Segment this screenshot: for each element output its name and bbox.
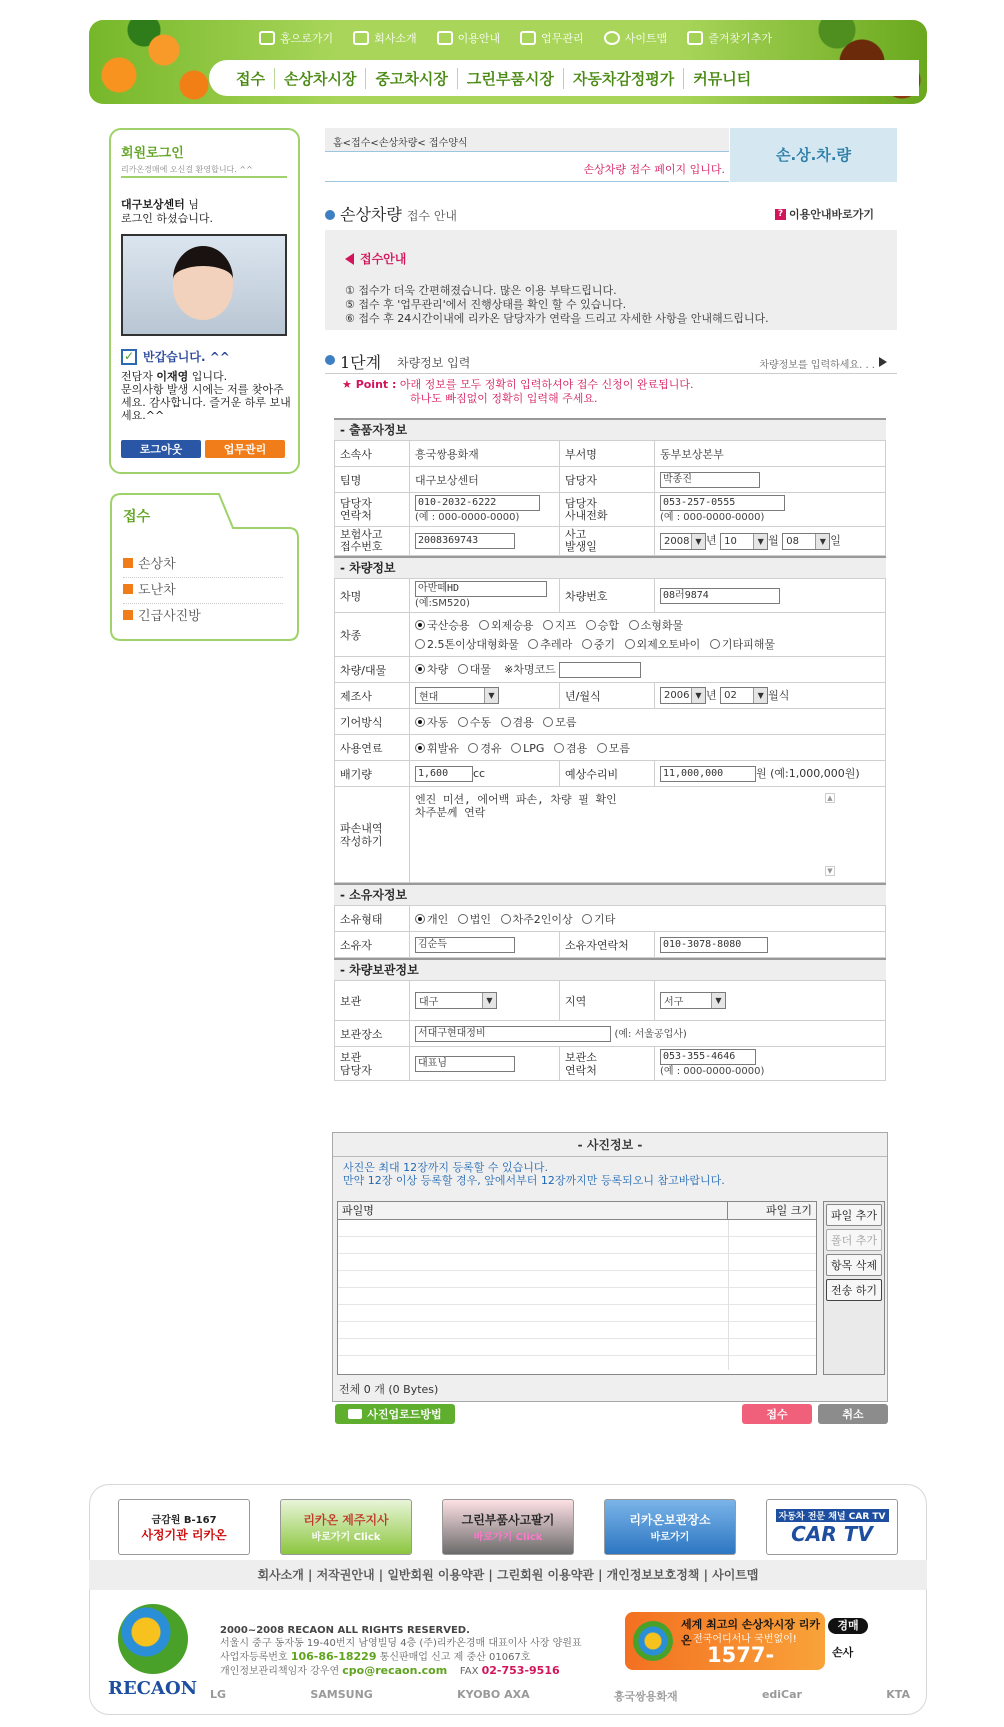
manager-photo	[121, 234, 287, 336]
photo-uploader	[332, 1132, 888, 1402]
type-radio[interactable]: 중기	[582, 638, 615, 651]
notice-line: ⑤ 접수 후 '업무관리'에서 진행상태를 확인 할 수 있습니다.	[345, 298, 627, 311]
fuel-radio[interactable]: 겸용	[554, 742, 587, 755]
greet-text: 반갑습니다. ^^	[143, 350, 230, 364]
model-year-select[interactable]: 2006 ▼	[660, 687, 706, 704]
cancel-button[interactable]: 취소	[818, 1404, 888, 1424]
trans-radio[interactable]: 수동	[458, 716, 491, 729]
top-nav-home[interactable]: 홈으로가기	[259, 30, 333, 46]
notice-line: ⑥ 접수 후 24시간이내에 리카온 담당자가 연락을 드리고 자세한 사항을 안내해드립니다.	[345, 312, 769, 325]
home-icon	[259, 31, 275, 45]
recaon-wordmark: RECAON	[108, 1678, 198, 1699]
play-icon	[879, 357, 887, 367]
plate-input[interactable]: 08러9874	[660, 588, 780, 604]
storage-city-select[interactable]: 대구 ▼	[415, 992, 497, 1009]
main-nav-appraisal[interactable]: 자동차감정평가	[564, 68, 684, 89]
type-radio[interactable]: 지프	[543, 619, 576, 632]
owner-form-radio[interactable]: 차주2인이상	[501, 913, 573, 926]
file-total: 전체 0 개 (0 Bytes)	[339, 1383, 439, 1396]
storage-area-select[interactable]: 서구 ▼	[660, 992, 726, 1009]
page-notice: 손상차량 접수 페이지 입니다.	[325, 152, 729, 182]
recaon-logo-small	[633, 1621, 673, 1661]
owner-form-radio[interactable]: 개인	[415, 913, 448, 926]
partner-logo: LG	[210, 1688, 227, 1701]
owner-name-input[interactable]: 김순득	[415, 937, 515, 953]
header-banner	[89, 20, 927, 104]
chevron-down-icon: ▼	[753, 534, 767, 549]
section-title: 손상차량	[340, 205, 402, 224]
top-nav-sitemap[interactable]: 사이트맵	[604, 30, 668, 46]
submenu-box	[109, 492, 300, 642]
partner-logo: 흥국쌍용화재	[613, 1690, 678, 1703]
main-nav	[209, 60, 919, 96]
main-nav-damaged-market[interactable]: 손상차시장	[275, 68, 366, 89]
fuel-radio[interactable]: 경유	[468, 742, 501, 755]
partner-logo: KTA	[886, 1688, 910, 1701]
accident-year-select[interactable]: 2008 ▼	[660, 533, 706, 550]
car-type-radios	[410, 613, 886, 657]
type-radio[interactable]: 추레라	[528, 638, 572, 651]
step-number: 1단계	[340, 353, 382, 372]
company-value: 흥국쌍용화재	[410, 441, 560, 467]
partner-logo: ediCar	[761, 1688, 802, 1701]
logout-button[interactable]: 로그아웃	[121, 440, 201, 458]
uploader-buttons	[823, 1201, 885, 1375]
vehicle-form	[334, 418, 886, 1081]
owner-form-radio[interactable]: 법인	[458, 913, 491, 926]
chevron-down-icon: ▼	[753, 688, 767, 703]
file-list[interactable]	[337, 1201, 817, 1375]
delete-item-button[interactable]: 항목 삭제	[826, 1254, 882, 1276]
maker-select[interactable]: 현대 ▼	[415, 687, 499, 704]
bullet-icon	[325, 355, 335, 365]
hotline-banner[interactable]: 세계 최고의 손상차시장 리카온 전국어디서나 국번없이! 1577-9551	[625, 1612, 825, 1670]
insurer-table: 소속사 흥국쌍용화재 부서명 동부보상본부 팀명 대구보상센터 담당자 박종진 담당자 연락처 010-2032-6222 (예 : 000-0000-0000) 담당자 사내전화 053-257-0555 (예 : 000-0000-0000) 보험사고 접수번호 2008369743 사고 발생일 2008 ▼ 년 10 ▼ 월 08 ▼ 일	[334, 440, 886, 556]
top-nav-guide[interactable]: 이용안내	[437, 30, 501, 46]
submenu-item-damaged[interactable]: 손상차	[123, 552, 283, 578]
scroll-down-icon[interactable]: ▼	[825, 866, 835, 876]
owner-form-radio[interactable]: 기타	[582, 913, 615, 926]
section-subtitle: 접수 안내	[406, 209, 458, 223]
partner-logos	[210, 1688, 910, 1704]
top-nav-work[interactable]: 업무관리	[520, 30, 584, 46]
top-nav	[259, 30, 772, 46]
trans-radio[interactable]: 모름	[543, 716, 576, 729]
owner-table: 소유형태 개인 법인 차주2인이상 기타 소유자 김순득 소유자연락처 010-3078-8080	[334, 905, 886, 958]
top-nav-company[interactable]: 회사소개	[353, 30, 417, 46]
footer-info: RECAON 2000~2008 RECAON ALL RIGHTS RESERVED. 서울시 중구 동자동 19-40번지 남영빌딩 4층 (주)리카온경매 대표이사 사장 양원표 사업자등록번호 106-86-18229 통신판매업 신고 제 중산 01067호 개인정보관리책임자 강우연 cpo@recaon.com FAX 02-753-9516 세계 최고의 손상차시장 리카온 전국어디서나 국번없이! 1577-9551 경매 손사 LG SAMSUNG KYOBO AXA 흥국쌍용화재 ediCar KTA	[89, 1590, 927, 1715]
section-owner: - 소유자정보	[334, 883, 886, 905]
chevron-down-icon: ▼	[691, 534, 705, 549]
company-icon	[353, 31, 369, 45]
check-icon: ✓	[121, 349, 137, 365]
login-status: 로그인 하셨습니다.	[121, 212, 214, 225]
section-insurer: - 출품자정보	[334, 418, 886, 440]
footer-banners	[89, 1484, 927, 1569]
chevron-down-icon: ▼	[484, 688, 498, 703]
top-nav-bookmark[interactable]: 즐겨찾기추가	[687, 30, 772, 46]
staff-phone-input[interactable]: 010-2032-6222	[415, 495, 540, 511]
type-radio[interactable]: 기타피해물	[710, 638, 775, 651]
hotline-number: 1577-9551	[707, 1643, 775, 1691]
footer-link[interactable]: 개인정보보호정책	[606, 1568, 700, 1582]
partner-logo: KYOBO AXA	[457, 1688, 530, 1701]
type-radio[interactable]: 외제오토바이	[625, 638, 701, 651]
page-badge: 손.상.차.량	[730, 128, 897, 182]
camera-icon	[348, 1409, 362, 1419]
breadcrumb: 홈<접수<손상차량< 접수양식	[325, 128, 729, 152]
storage-table: 보관 대구 ▼ 지역 서구 ▼ 보관장소 서대구현대정비 (예: 서울공업사) 보관 담당자 대표님 보관소 연락처 053-355-4646 (예 : 000-0000-0000)	[334, 980, 886, 1081]
scroll-up-icon[interactable]: ▲	[825, 793, 835, 803]
banner-jeju[interactable]: 리카온 제주지사 바로가기 Click	[280, 1499, 412, 1555]
manager-name: 이재영	[156, 370, 189, 383]
storage-phone-input[interactable]: 053-355-4646	[660, 1049, 756, 1065]
footer-link[interactable]: 저작권안내	[316, 1568, 375, 1582]
speaker-icon	[345, 253, 354, 265]
submenu-title: 접수	[123, 509, 151, 525]
persimmon-illustration	[89, 20, 219, 104]
upload-howto-button[interactable]: 사진업로드방법	[335, 1404, 455, 1424]
section-storage: - 차량보관정보	[334, 958, 886, 980]
privacy-email[interactable]: cpo@recaon.com	[342, 1664, 448, 1677]
gear-icon	[604, 31, 620, 45]
manager-message: 전담자 이재영 입니다. 문의사항 발생 시에는 저를 찾아주세요. 감사합니다. 즐거운 하루 보내세요.^^	[121, 370, 291, 422]
document-icon	[520, 31, 536, 45]
photo-note: 만약 12장 이상 등록할 경우, 앞에서부터 12장까지만 등록되오니 참고바랍니다.	[343, 1174, 725, 1187]
step-header	[325, 350, 897, 374]
storage-place-input[interactable]: 서대구현대정비	[415, 1026, 611, 1042]
login-user: 대구보상센터	[121, 198, 185, 211]
submenu-item-urgent-photo[interactable]: 긴급사진방	[123, 604, 283, 629]
add-file-button[interactable]: 파일 추가	[826, 1204, 882, 1226]
fuel-radio[interactable]: 모름	[597, 742, 630, 755]
arrow-icon	[123, 610, 133, 620]
chevron-down-icon: ▼	[711, 993, 725, 1008]
owner-phone-input[interactable]: 010-3078-8080	[660, 937, 768, 953]
footer-text: 2000~2008 RECAON ALL RIGHTS RESERVED. 서울시 중구 동자동 19-40번지 남영빌딩 4층 (주)리카온경매 대표이사 사장 양원표 사업자등록번호 106-86-18229 통신판매업 신고 제 중산 01067호 개인정보관리책임자 강우연 cpo@recaon.com FAX 02-753-9516	[220, 1625, 582, 1677]
footer-link[interactable]: 일반회원 이용약관	[387, 1568, 485, 1582]
kind-radio-vehicle[interactable]: 차량	[415, 663, 448, 676]
main-nav-community[interactable]: 커뮤니티	[693, 69, 752, 88]
photo-note: 사진은 최대 12장까지 등록할 수 있습니다.	[343, 1161, 548, 1174]
bullet-icon	[325, 210, 335, 220]
type-radio[interactable]: 2.5톤이상대형화물	[415, 638, 519, 651]
fuel-radio[interactable]: 휘발유	[415, 742, 459, 755]
trans-radio[interactable]: 자동	[415, 716, 448, 729]
notice-line: ① 접수가 더욱 간편해졌습니다. 많은 이용 부탁드립니다.	[345, 284, 617, 297]
type-radio[interactable]: 국산승용	[415, 619, 470, 632]
claim-number-input[interactable]: 2008369743	[415, 533, 515, 549]
dept-value: 동부보상본부	[655, 441, 886, 467]
type-radio[interactable]: 소형화물	[629, 619, 684, 632]
partner-logo: SAMSUNG	[310, 1688, 373, 1701]
office-phone-input[interactable]: 053-257-0555	[660, 495, 785, 511]
accident-day-select[interactable]: 08 ▼	[782, 533, 830, 550]
question-icon: ?	[775, 209, 786, 220]
footer-link[interactable]: 그린회원 이용약관	[496, 1568, 594, 1582]
photo-section-title: - 사진정보 -	[333, 1133, 887, 1157]
notice-box	[325, 230, 897, 330]
col-file-size[interactable]: 파일 크기	[765, 1204, 812, 1217]
login-title: 회원로그인	[121, 146, 184, 161]
footer-link[interactable]: 회사소개	[257, 1568, 304, 1582]
notice-title: 접수안내	[360, 252, 407, 266]
car-code-input[interactable]	[559, 662, 641, 678]
main-nav-used-market[interactable]: 중고차시장	[366, 68, 457, 89]
bookmark-icon	[687, 31, 703, 45]
footer-links: 회사소개 | 저작권안내 | 일반회원 이용약관 | 그린회원 이용약관 | 개인정보보호정책 | 사이트맵	[89, 1560, 927, 1590]
banner-storage[interactable]: 리카온보관장소 바로가기	[604, 1499, 736, 1555]
type-radio[interactable]: 승합	[586, 619, 619, 632]
main-nav-reception[interactable]: 접수	[227, 68, 275, 89]
kind-radio-property[interactable]: 대물	[458, 663, 491, 676]
storage-person-input[interactable]: 대표님	[415, 1056, 515, 1072]
chevron-down-icon: ▼	[815, 534, 829, 549]
login-welcome: 리카온경매에 오신걸 환영합니다. ^^	[121, 165, 253, 174]
step-hint: 차량정보를 입력하세요. . .	[759, 360, 875, 371]
login-box: 회원로그인 리카온경매에 오신걸 환영합니다. ^^ 대구보상센터 님 로그인 하셨습니다. ✓ 반갑습니다. ^^ 전담자 이재영 입니다. 문의사항 발생 시에는 저를 찾아주세요. 감사합니다. 즐거운 하루 보내세요.^^ 로그아웃 업무관리	[109, 128, 300, 474]
accident-month-select[interactable]: 10 ▼	[720, 533, 768, 550]
speaker-icon	[437, 31, 453, 45]
model-month-select[interactable]: 02 ▼	[720, 687, 768, 704]
displacement-input[interactable]: 1,600	[415, 766, 473, 782]
submit-button[interactable]: 접수	[742, 1404, 812, 1424]
submenu-item-stolen[interactable]: 도난차	[123, 578, 283, 604]
footer-link[interactable]: 사이트맵	[712, 1568, 759, 1582]
point-note: ★ Point : 아래 정보를 모두 정확히 입력하셔야 접수 신청이 완료됩니다. 하나도 빠짐없이 정확히 입력해 주세요.	[342, 378, 694, 405]
type-radio[interactable]: 외제승용	[479, 619, 534, 632]
damage-textarea[interactable]: 엔진 미션, 에어백 파손, 차량 필 확인 차주분께 연락	[415, 793, 617, 819]
banner-car-tv[interactable]: 자동차 전문 채널 CAR TV CAR TV	[766, 1499, 898, 1555]
col-file-name[interactable]: 파일명	[338, 1202, 728, 1219]
banner-green-parts[interactable]: 그린부품사고팔기 바로가기 Click	[442, 1499, 574, 1555]
arrow-icon	[123, 584, 133, 594]
guide-link[interactable]: ? 이용안내바로가기	[775, 206, 874, 222]
chevron-down-icon: ▼	[482, 993, 496, 1008]
fuel-radio[interactable]: LPG	[511, 742, 544, 755]
car-name-input[interactable]: 아반떼HD	[415, 581, 547, 597]
arrow-icon	[123, 558, 133, 568]
team-value: 대구보상센터	[410, 467, 560, 493]
vehicle-table: 차명 아반떼HD (예:SM520) 차량번호 08러9874 차종 국산승용 외제승용 지프 승합 소형화물 2.5톤이상대형화물 추레라 중기 외제오토바이 기타피해물 차량/대물 차량 대물 ※차명코드 제조사 현대 ▼ 년/월식 2006 ▼ 년 02 ▼ 월식 기어방식 자동 수동 겸용 모름 사용연료 휘발유 경유 LPG 겸용 모름 배기량 1,600 cc 예상수리비 11,000,000 원 (예:1,000,000원) 파손내역 작성하기 엔진 미션, 에어백 파손, 차량 필 확인 차주분께 연락 ▲ ▼	[334, 578, 886, 883]
send-button[interactable]: 전송 하기	[826, 1279, 882, 1301]
chevron-down-icon: ▼	[691, 688, 705, 703]
add-folder-button[interactable]: 폴더 추가	[826, 1229, 882, 1251]
main-nav-green-parts[interactable]: 그린부품시장	[458, 68, 564, 89]
recaon-logo	[118, 1604, 188, 1674]
section-vehicle: - 차량정보	[334, 556, 886, 578]
repair-cost-input[interactable]: 11,000,000	[660, 766, 756, 782]
trans-radio[interactable]: 겸용	[501, 716, 534, 729]
banner-fss[interactable]: 금감원 B-167 사정기관 리카온	[118, 1499, 250, 1555]
staff-input[interactable]: 박종진	[660, 472, 760, 488]
step-title: 차량정보 입력	[397, 356, 471, 370]
work-manage-button[interactable]: 업무관리	[205, 440, 285, 458]
